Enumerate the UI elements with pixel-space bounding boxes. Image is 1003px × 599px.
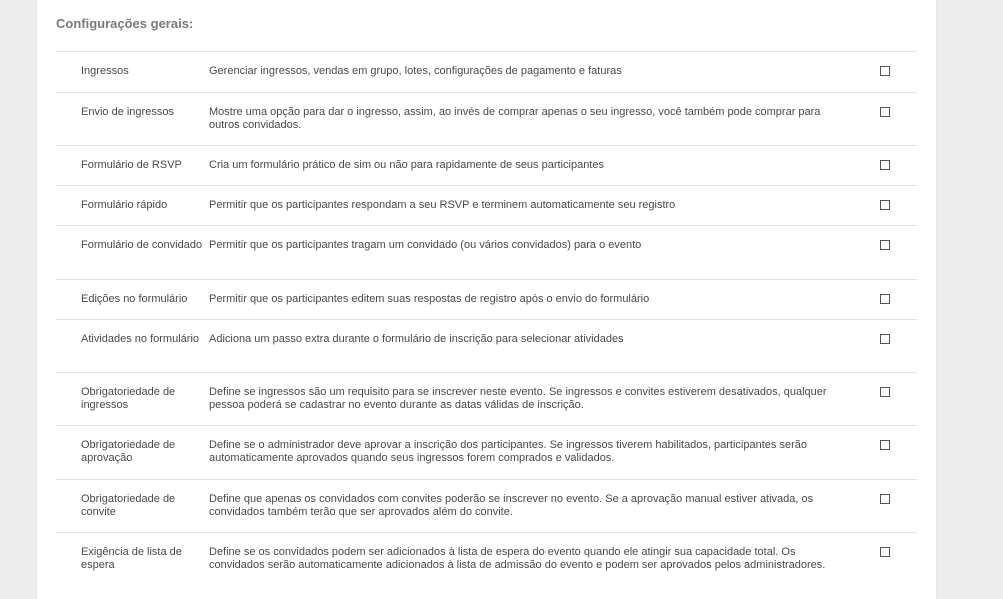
setting-description: Permitir que os participantes tragam um convidado (ou vários convidados) para o evento: [209, 239, 642, 251]
setting-name: Atividades no formulário: [81, 333, 200, 345]
setting-checkbox-obrigatoriedade-ingressos[interactable]: [880, 387, 890, 397]
settings-row-formulario-rsvp: [56, 146, 917, 186]
setting-name: Formulário de RSVP: [81, 159, 182, 171]
setting-checkbox-formulario-rsvp[interactable]: [880, 160, 890, 170]
setting-name: Obrigatoriedade de aprovação: [81, 439, 176, 464]
setting-name: Formulário rápido: [81, 199, 168, 211]
setting-description: Cria um formulário prático de sim ou não para rapidamente de seus participantes: [209, 159, 604, 171]
setting-name: Obrigatoriedade de ingressos: [81, 386, 176, 411]
setting-checkbox-formulario-convidado[interactable]: [880, 240, 890, 250]
settings-row-ingressos: [56, 52, 917, 93]
section-title: Configurações gerais:: [56, 16, 194, 31]
setting-name: Envio de ingressos: [81, 106, 174, 118]
settings-row-lista-de-espera: [56, 533, 917, 586]
settings-row-obrigatoriedade-aprovacao: [56, 426, 917, 480]
settings-row-envio-de-ingressos: [56, 93, 917, 146]
setting-checkbox-edicoes-formulario[interactable]: [880, 294, 890, 304]
setting-description: Define se ingressos são um requisito para se inscrever neste evento. Se ingressos e convites estiverem desativados, qualquer pessoa poderá se cadastrar no evento durante as datas válidas de inscrição.: [209, 386, 827, 411]
setting-description: Permitir que os participantes respondam a seu RSVP e terminem automaticamente seu registro: [209, 199, 676, 211]
settings-table: [56, 51, 917, 586]
setting-checkbox-obrigatoriedade-aprovacao[interactable]: [880, 440, 890, 450]
setting-checkbox-ingressos[interactable]: [880, 66, 890, 76]
settings-row-atividades-formulario: [56, 320, 917, 373]
setting-name: Obrigatoriedade de convite: [81, 493, 176, 518]
setting-description: Gerenciar ingressos, vendas em grupo, lotes, configurações de pagamento e faturas: [209, 65, 622, 77]
setting-name: Exigência de lista de espera: [81, 546, 182, 571]
setting-checkbox-lista-de-espera[interactable]: [880, 547, 890, 557]
setting-description: Permitir que os participantes editem suas respostas de registro após o envio do formulário: [209, 293, 650, 305]
settings-panel: [37, 0, 936, 599]
setting-checkbox-envio-de-ingressos[interactable]: [880, 107, 890, 117]
setting-description: Mostre uma opção para dar o ingresso, assim, ao invés de comprar apenas o seu ingresso, você também pode comprar para outros convidados.: [209, 106, 821, 131]
setting-description: Adiciona um passo extra durante o formulário de inscrição para selecionar atividades: [209, 333, 624, 345]
setting-checkbox-atividades-formulario[interactable]: [880, 334, 890, 344]
settings-row-formulario-convidado: [56, 226, 917, 280]
setting-name: Edições no formulário: [81, 293, 188, 305]
settings-row-formulario-rapido: [56, 186, 917, 226]
settings-row-obrigatoriedade-convite: [56, 480, 917, 533]
setting-description: Define se os convidados podem ser adicionados à lista de espera do evento quando ele atingir sua capacidade total. Os convidados serão automaticamente adicionados à lista de admissão do evento e podem ser aprovados pelos administradores.: [209, 546, 826, 571]
setting-description: Define se o administrador deve aprovar a inscrição dos participantes. Se ingressos tiverem habilitados, participantes serão automaticamente aprovados quando seus ingressos forem comprados e validados.: [209, 439, 807, 464]
setting-name: Formulário de convidado: [81, 239, 203, 251]
setting-description: Define que apenas os convidados com convites poderão se inscrever no evento. Se a aprovação manual estiver ativada, os convidados também terão que ser aprovados além do convite.: [209, 493, 814, 518]
setting-name: Ingressos: [81, 65, 129, 77]
settings-row-obrigatoriedade-ingressos: [56, 373, 917, 426]
setting-checkbox-obrigatoriedade-convite[interactable]: [880, 494, 890, 504]
setting-checkbox-formulario-rapido[interactable]: [880, 200, 890, 210]
settings-row-edicoes-formulario: [56, 280, 917, 320]
